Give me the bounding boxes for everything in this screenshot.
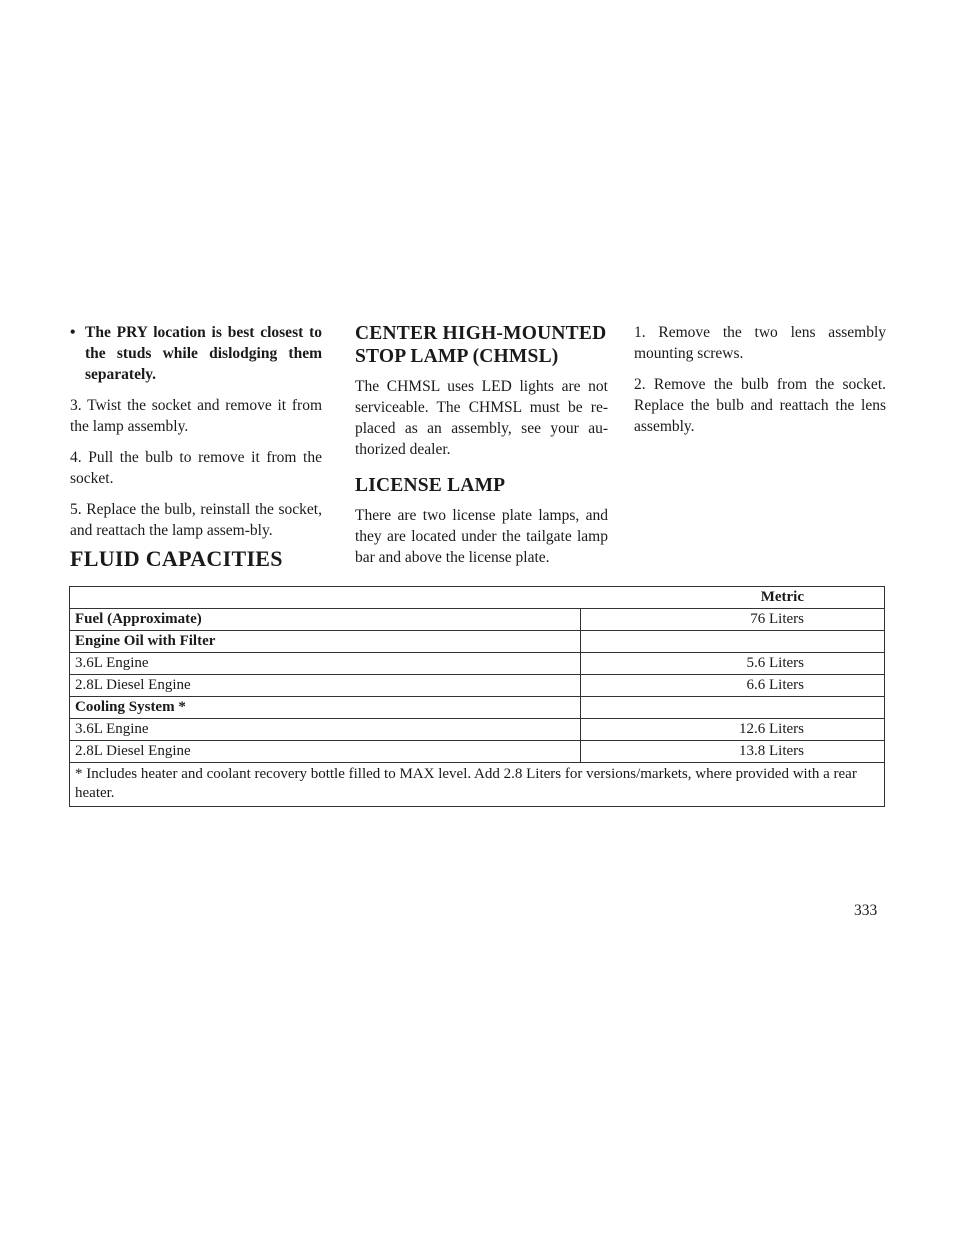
left-column bbox=[70, 322, 322, 551]
row-value: 6.6 Liters bbox=[581, 675, 885, 697]
table-row bbox=[70, 741, 885, 763]
row-label: 3.6L Engine bbox=[70, 653, 581, 675]
bullet-dot: • bbox=[70, 324, 76, 341]
step-4: 4. Pull the bulb to remove it from the socket. bbox=[70, 449, 322, 487]
row-value: 12.6 Liters bbox=[581, 719, 885, 741]
row-label: Cooling System * bbox=[70, 697, 581, 719]
fluid-capacities-table bbox=[69, 586, 885, 807]
row-value bbox=[581, 631, 885, 653]
row-value: 5.6 Liters bbox=[581, 653, 885, 675]
row-label: Engine Oil with Filter bbox=[70, 631, 581, 653]
right-column bbox=[634, 322, 886, 447]
row-label: 3.6L Engine bbox=[70, 719, 581, 741]
row-label: Fuel (Approximate) bbox=[70, 609, 581, 631]
row-value: 13.8 Liters bbox=[581, 741, 885, 763]
chmsl-text: The CHMSL uses LED lights are not serviceable. The CHMSL must be re-placed as an assembly, see your au-thorized dealer. bbox=[355, 378, 608, 458]
table-row bbox=[70, 675, 885, 697]
bullet-item bbox=[70, 322, 322, 385]
table-row bbox=[70, 653, 885, 675]
license-lamp-text: There are two license plate lamps, and they are located under the tailgate lamp bar and above the license plate. bbox=[355, 507, 608, 566]
table-footnote: * Includes heater and coolant recovery bottle filled to MAX level. Add 2.8 Liters for versions/markets, where provided with a rear heater. bbox=[70, 763, 885, 807]
bullet-text: The PRY location is best closest to the studs while dislodging them separately. bbox=[85, 324, 322, 383]
step-5: 5. Replace the bulb, reinstall the socket, and reattach the lamp assem-bly. bbox=[70, 501, 322, 539]
chmsl-heading: CENTER HIGH-MOUNTED STOP LAMP (CHMSL) bbox=[355, 323, 607, 367]
row-label: 2.8L Diesel Engine bbox=[70, 741, 581, 763]
table-row bbox=[70, 697, 885, 719]
table-row bbox=[70, 609, 885, 631]
table-note-row bbox=[70, 763, 885, 807]
table-header-row bbox=[70, 587, 885, 609]
row-value: 76 Liters bbox=[581, 609, 885, 631]
step-2: 2. Remove the bulb from the socket. Replace the bulb and reattach the lens assembly. bbox=[634, 376, 886, 435]
step-1: 1. Remove the two lens assembly mounting screws. bbox=[634, 324, 886, 362]
table-row bbox=[70, 719, 885, 741]
metric-header: Metric bbox=[70, 587, 885, 609]
step-3: 3. Twist the socket and remove it from the lamp assembly. bbox=[70, 397, 322, 435]
middle-column bbox=[355, 322, 608, 578]
license-lamp-heading: LICENSE LAMP bbox=[355, 475, 506, 496]
page-number: 333 bbox=[854, 902, 878, 919]
row-label: 2.8L Diesel Engine bbox=[70, 675, 581, 697]
row-value bbox=[581, 697, 885, 719]
table-row bbox=[70, 631, 885, 653]
fluid-capacities-title: FLUID CAPACITIES bbox=[70, 546, 283, 571]
